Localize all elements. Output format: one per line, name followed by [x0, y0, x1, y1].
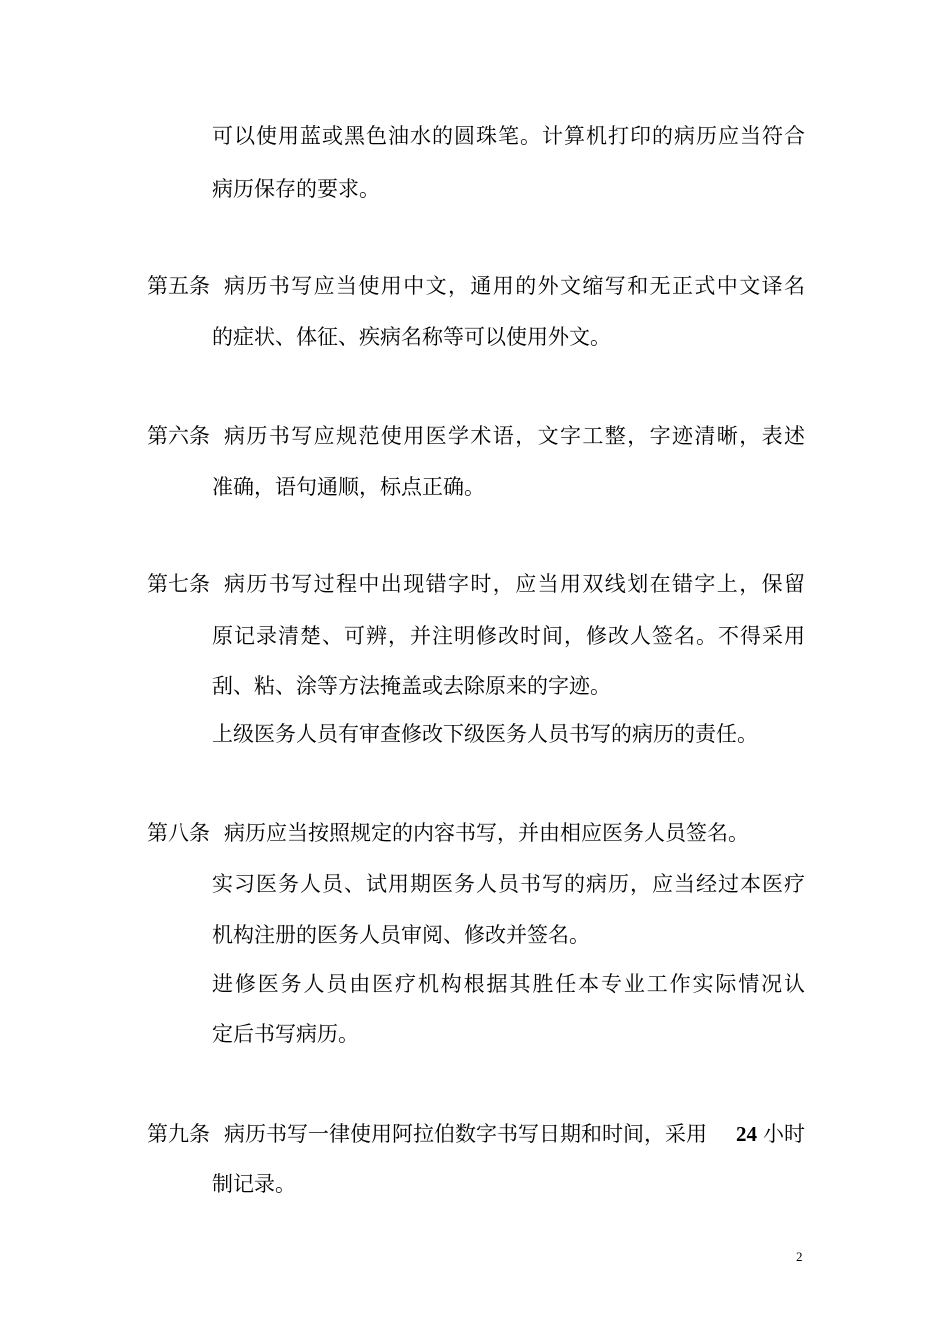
paragraph-line: 病历书写过程中出现错字时，应当用双线划在错字上，保留: [224, 572, 805, 596]
paragraph-line: 原记录清楚、可辨，并注明修改时间，修改人签名。不得采用: [212, 624, 805, 648]
article-heading: 第六条: [147, 424, 210, 448]
paragraph-line: 制记录。: [212, 1172, 296, 1196]
paragraph-line: 病历保存的要求。: [212, 177, 380, 201]
article-heading: 第七条: [147, 572, 210, 596]
article-9: [147, 1120, 210, 1148]
text-segment: 病历书写一律使用阿拉伯数字书写日期和时间，采用: [224, 1122, 707, 1146]
paragraph-line: 准确，语句通顺，标点正确。: [212, 475, 485, 499]
article-8: [147, 819, 210, 847]
paragraph-line: 的症状、体征、疾病名称等可以使用外文。: [212, 325, 611, 349]
paragraph-line: 上级医务人员有审查修改下级医务人员书写的病历的责任。: [212, 722, 758, 746]
paragraph-line: 进修医务人员由医疗机构根据其胜任本专业工作实际情况认: [212, 972, 805, 996]
article-heading: 第五条: [147, 274, 210, 298]
paragraph-line: 实习医务人员、试用期医务人员书写的病历，应当经过本医疗: [212, 872, 805, 896]
paragraph-line: [224, 1120, 805, 1148]
hour-number: 24: [736, 1122, 757, 1146]
article-heading: 第八条: [147, 821, 210, 845]
article-heading: 第九条: [147, 1122, 210, 1146]
page-number: 2: [796, 1249, 803, 1264]
paragraph-line: 病历书写应当使用中文，通用的外文缩写和无正式中文译名: [224, 274, 805, 298]
paragraph-line: 刮、粘、涂等方法掩盖或去除原来的字迹。: [212, 674, 611, 698]
paragraph-line: 病历书写应规范使用医学术语，文字工整，字迹清晰，表述: [224, 424, 805, 448]
article-5: [147, 272, 210, 300]
paragraph-line: 机构注册的医务人员审阅、修改并签名。: [212, 923, 590, 947]
paragraph-line: 定后书写病历。: [212, 1022, 359, 1046]
text-segment: 小时: [763, 1122, 805, 1146]
paragraph-line: 病历应当按照规定的内容书写，并由相应医务人员签名。: [224, 821, 749, 845]
article-6: [147, 422, 210, 450]
paragraph-line: 可以使用蓝或黑色油水的圆珠笔。计算机打印的病历应当符合: [212, 124, 805, 148]
article-7: [147, 570, 210, 598]
